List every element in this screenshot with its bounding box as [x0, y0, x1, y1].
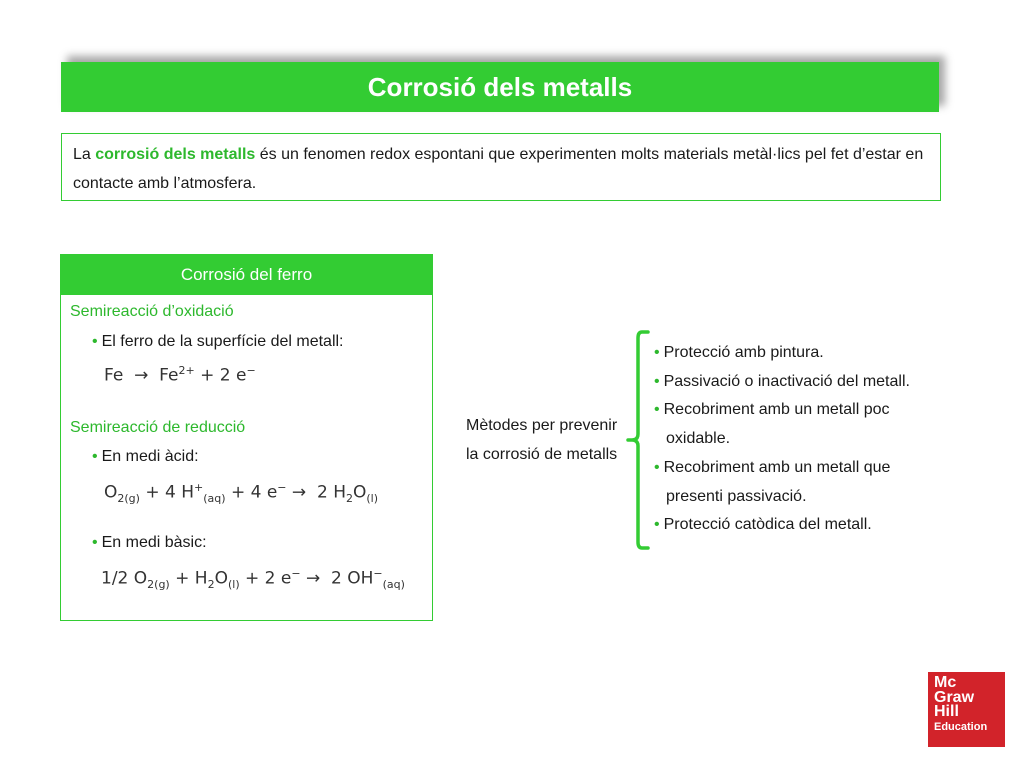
basic-bullet: [92, 534, 207, 552]
intro-box: [61, 133, 941, 201]
bullet-dot: •: [654, 458, 660, 476]
methods-label-line1: Mètodes per prevenir: [466, 417, 618, 434]
list-item: • Recobriment amb un metall que presenti passivació.: [654, 458, 891, 505]
list-item: • Protecció catòdica del metall.: [654, 516, 872, 534]
oxidation-bullet: [92, 333, 344, 351]
title-bar: [61, 62, 939, 112]
bullet-dot: •: [92, 448, 98, 465]
acid-bullet: [92, 448, 199, 466]
bullet-dot: •: [654, 372, 660, 390]
basic-bullet-text: En medi bàsic:: [101, 534, 207, 551]
acid-equation: $O_{2(g)} + 4$ $H^+_{(aq)} + 4$ e− → 2 $H_2O_{(l)}$: [104, 481, 379, 506]
bullet-dot: •: [92, 534, 98, 551]
intro-prefix: La: [73, 146, 96, 163]
intro-text: és un fenomen redox espontani que experimenten molts materials metàl·lics pel fet d’estar en contacte amb l’atmosfera.: [73, 146, 924, 192]
oxidation-bullet-text: El ferro de la superfície del metall:: [101, 333, 344, 350]
list-item: • Passivació o inactivació del metall.: [654, 372, 910, 390]
bullet-dot: •: [92, 333, 98, 350]
methods-label-line2: la corrosió de metalls: [466, 446, 618, 463]
bullet-dot: •: [654, 401, 660, 419]
list-item: • Recobriment amb un metall poc oxidable.: [654, 401, 890, 448]
list-item: • Protecció amb pintura.: [654, 344, 824, 361]
intro-highlight: corrosió dels metalls: [95, 146, 256, 163]
acid-bullet-text: En medi àcid:: [101, 448, 199, 465]
basic-equation: 1/2 $O_{2(g)} + H_2O_{(l)} + 2$ e− → 2 $OH^-_{(aq)}$: [101, 567, 405, 592]
methods-label: [466, 411, 617, 469]
iron-box-heading: Corrosió del ferro: [61, 255, 432, 295]
page-title: Corrosió dels metalls: [367, 71, 633, 102]
iron-corrosion-box: [60, 254, 433, 621]
oxidation-equation: $Fe \to Fe^{2+} + 2$ e−: [104, 364, 256, 386]
oxidation-title: Semireacció d’oxidació: [70, 303, 234, 320]
mcgraw-hill-logo: Mc Graw Hill Education: [928, 672, 1005, 747]
curly-brace: [626, 330, 652, 552]
bullet-dot: •: [654, 344, 660, 361]
bullet-dot: •: [654, 516, 660, 534]
methods-list: [654, 339, 954, 540]
reduction-title: Semireacció de reducció: [70, 419, 246, 436]
